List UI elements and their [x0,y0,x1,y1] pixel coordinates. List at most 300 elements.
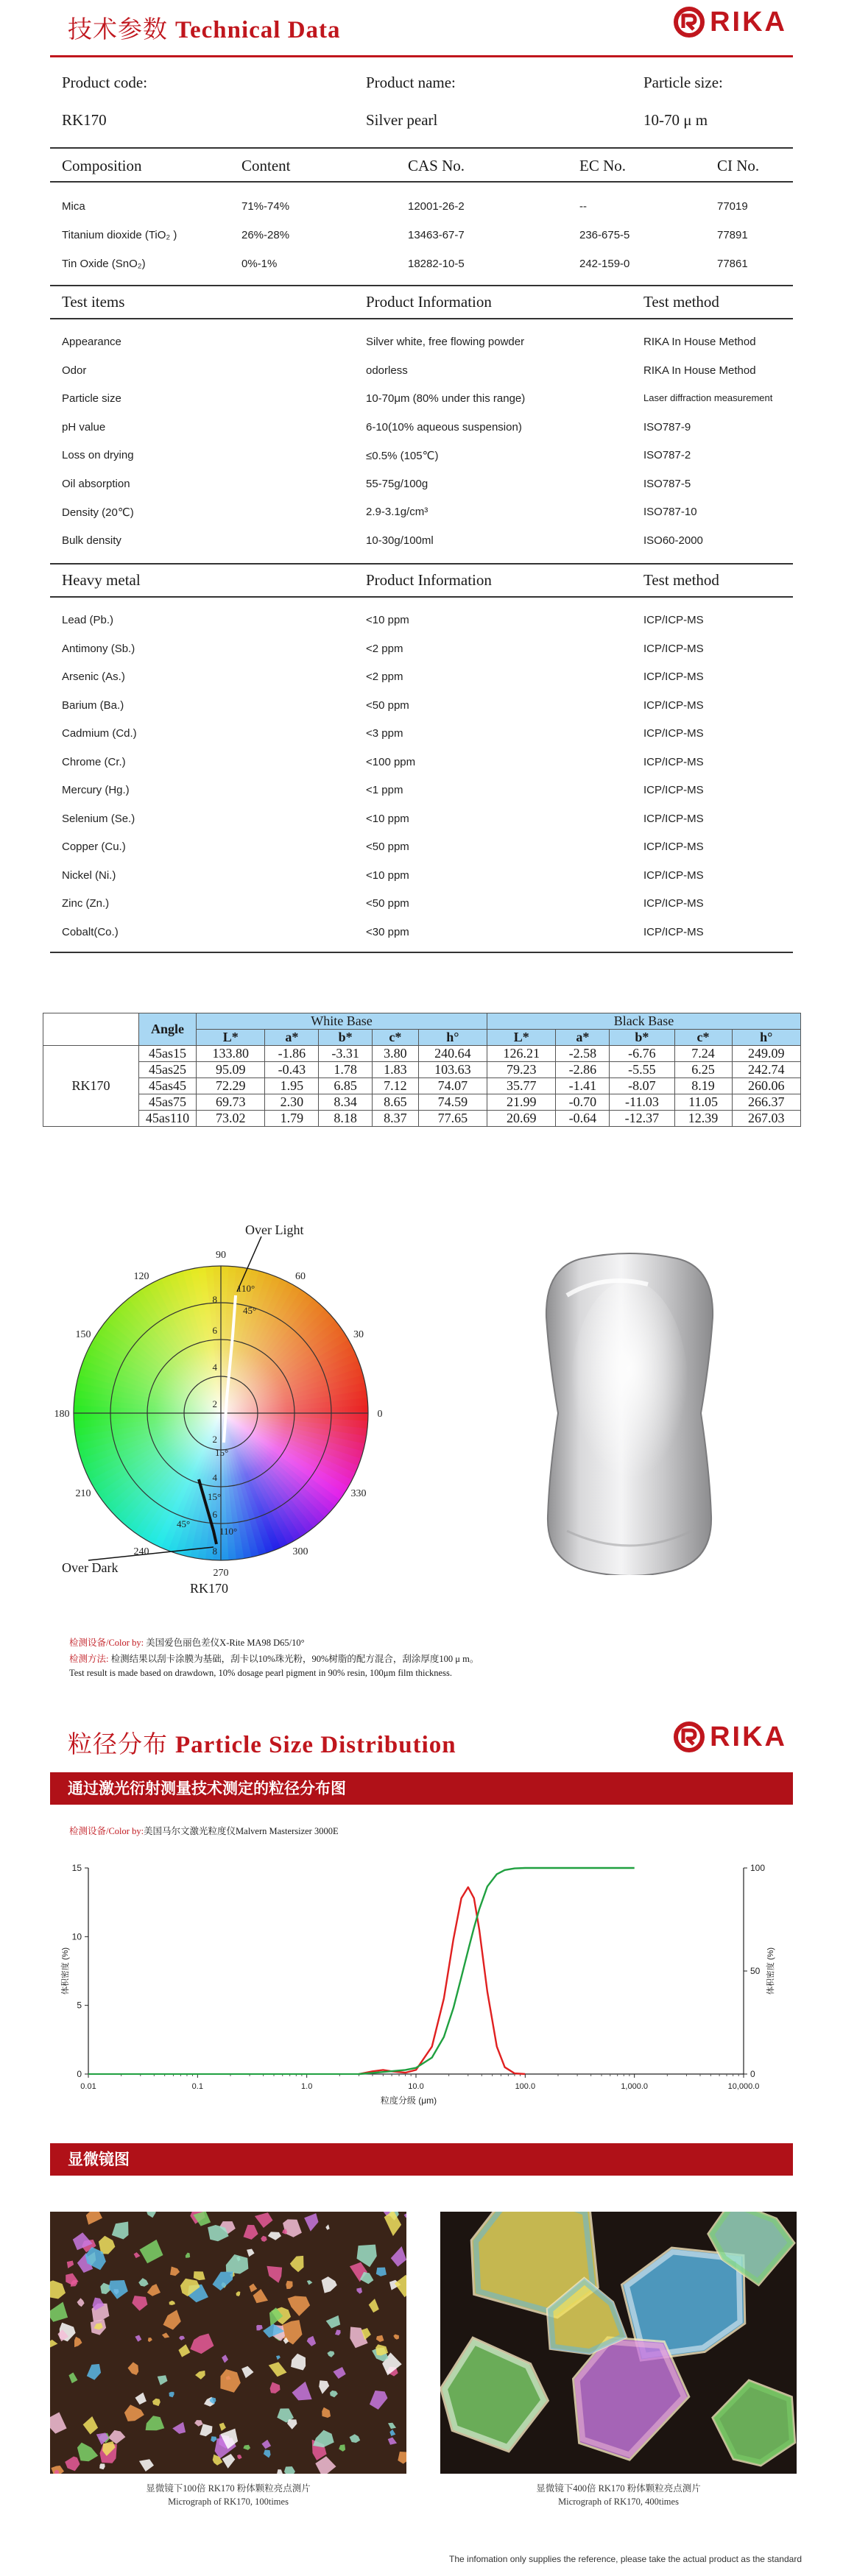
test-cell: ISO787-5 [643,477,691,490]
heavy-metal-cell: Antimony (Sb.) [62,642,135,655]
test-cell: odorless [366,364,408,377]
particle-flake [146,2416,165,2430]
particle-flake [86,2212,102,2225]
y2-tick-label: 50 [750,1966,761,1976]
particle-flake [135,2393,147,2405]
particle-flake [112,2222,129,2240]
color-cell: 45as110 [139,1111,197,1127]
heavy-metal-cell: ICP/ICP-MS [643,670,704,683]
particle-flake [67,2261,74,2269]
particle-flake [307,2336,317,2346]
color-cell: 45as45 [139,1078,197,1094]
divider [50,596,793,598]
particle-flake [326,2315,341,2329]
color-cell: 35.77 [487,1078,556,1094]
y-tick-label: 0 [77,2069,82,2079]
particle-flake [288,2296,311,2316]
section1-header [0,0,843,57]
color-cell: 20.69 [487,1111,556,1127]
heavy-metal-cell: ICP/ICP-MS [643,698,704,712]
particle-flake [135,2335,141,2342]
color-cell: 73.02 [197,1111,265,1127]
wheel-ring-label: 8 [212,1546,217,1557]
wheel-ring-label: 4 [212,1472,217,1483]
heavy-metal-cell: Selenium (Se.) [62,812,135,825]
particle-flake [77,2298,85,2307]
particle-flake [322,2276,337,2293]
light-angle-label: 110° [237,1283,255,1294]
particle-flake [77,2443,98,2462]
color-cell: 45as25 [139,1062,197,1078]
over-light-label: Over Light [245,1222,304,1237]
table-row [43,1046,801,1062]
particle-flake [319,2380,329,2393]
color-cell: 74.07 [418,1078,487,1094]
color-cell: 126.21 [487,1046,556,1062]
particle-flake [270,2382,281,2393]
wheel-ring-label: 2 [212,1398,217,1409]
rika-logo: RIKA [673,6,787,38]
particle-flake [253,2289,268,2303]
test-cell: Loss on drying [62,449,134,461]
color-cell: 8.37 [373,1111,419,1127]
rika-logo-icon [673,1721,705,1753]
x-tick-label: 1.0 [301,2082,313,2091]
particle-flake [261,2236,267,2242]
particle-flake [247,2249,255,2257]
y-tick-label: 5 [77,2000,82,2011]
color-cell: 8.34 [319,1094,373,1111]
wheel-angle-label: 300 [292,1546,308,1558]
particle-flake [170,2267,180,2276]
particle-flake [307,2280,313,2285]
heavy-metal-cell: <2 ppm [366,642,403,655]
x-tick-label: 10,000.0 [727,2082,760,2091]
dark-angle-label: 110° [219,1526,238,1537]
particle-flake [139,2459,154,2471]
heavy-metal-cell: <100 ppm [366,755,416,768]
y-axis-label: 体积密度 (%) [61,1947,70,1995]
particle-flake [179,2336,185,2340]
particle-flake [50,2302,68,2322]
particle-size: 10-70 μ m [643,111,708,129]
particle-flake [68,2372,77,2383]
particle-flake [50,2340,57,2348]
particle-flake [186,2253,190,2258]
wheel-ring-label: 2 [212,1434,217,1445]
color-col-header: b* [610,1030,674,1046]
heavy-metal-cell: <10 ppm [366,812,409,825]
color-cell: -0.64 [556,1111,610,1127]
particle-flake [264,2450,271,2458]
heavy-metal-cell: <3 ppm [366,727,403,740]
wheel-ring-label: 4 [212,1362,217,1373]
table-row [43,1062,801,1078]
particle-flake [134,2252,141,2258]
color-col-header: a* [265,1030,319,1046]
heavy-metal-cell: Lead (Pb.) [62,614,114,626]
heavy-metal-cell: Nickel (Ni.) [62,868,116,882]
test-cell: ISO60-2000 [643,534,703,547]
table-row [43,1111,801,1127]
color-cell: 69.73 [197,1094,265,1111]
heavy-metal-cell: ICP/ICP-MS [643,784,704,796]
composition-cell: Titanium dioxide (TiO₂ ) [62,229,177,241]
particle-flake [109,2280,128,2299]
wheel-ring-label: 6 [212,1509,217,1520]
particle-flake [393,2335,399,2340]
light-angle-label: 15° [215,1447,229,1458]
particle-flake [292,2382,312,2401]
particle-flake [222,2354,228,2363]
color-col-header: b* [319,1030,373,1046]
composition-cell: -- [579,200,587,213]
particle-flake [147,2284,161,2296]
micrograph-400x [440,2212,797,2474]
particle-flake [376,2268,387,2276]
color-cell: 103.63 [418,1062,487,1078]
particle-flake [287,2419,297,2430]
wheel-angle-label: 0 [377,1409,383,1420]
heavy-metal-cell: <30 ppm [366,925,409,938]
color-cell: 72.29 [197,1078,265,1094]
heavy-metal-cell: ICP/ICP-MS [643,642,704,655]
color-cell: -5.55 [610,1062,674,1078]
color-cell: 95.09 [197,1062,265,1078]
particle-flake [146,2212,156,2218]
color-cell: 21.99 [487,1094,556,1111]
particle-flake [74,2337,82,2347]
test-cell: 55-75g/100g [366,477,428,490]
test-cell: pH value [62,420,106,434]
color-cell: 260.06 [732,1078,800,1094]
particle-flake [219,2423,226,2431]
x-axis-label: 粒度分级 (μm) [380,2095,437,2106]
test-items-header: Test items [62,293,125,311]
divider [50,181,793,183]
heavy-metal-cell: <50 ppm [366,897,409,910]
composition-cell: 77019 [717,200,748,213]
heavy-metal-cell: ICP/ICP-MS [643,841,704,853]
color-cell: 249.09 [732,1046,800,1062]
particle-flake [286,2281,292,2289]
color-cell: 6.25 [674,1062,732,1078]
color-wheel-chart [29,1222,412,1604]
color-cell: 7.24 [674,1046,732,1062]
color-cell: -2.86 [556,1062,610,1078]
test-cell: 10-30g/100ml [366,534,434,547]
heavy-metal-cell: ICP/ICP-MS [643,727,704,740]
test-cell: RIKA In House Method [643,336,756,348]
color-cell: 8.19 [674,1078,732,1094]
particle-flake [236,2291,241,2296]
header-rule [50,55,793,57]
color-cell: -3.31 [319,1046,373,1062]
color-cell: 133.80 [197,1046,265,1062]
dark-angle-label: 45° [177,1518,191,1529]
test-cell: Silver white, free flowing powder [366,336,525,348]
particle-flake [384,2212,401,2236]
particle-flake [333,2367,345,2379]
heavy-metal-cell: Copper (Cu.) [62,841,126,853]
section2-title: 粒径分布 Particle Size Distribution [68,1732,456,1758]
light-angle-label: 45° [243,1305,257,1316]
particle-flake [330,2391,338,2397]
composition-cell: 71%-74% [241,200,290,213]
particle-flake [194,2271,205,2280]
particle-flake [169,2301,175,2305]
composition-cell: Mica [62,200,85,213]
test-cell: 6-10(10% aqueous suspension) [366,420,522,434]
wheel-angle-label: 120 [133,1270,149,1282]
particle-flake [370,2391,388,2410]
heavy-metal-cell: ICP/ICP-MS [643,614,704,626]
particle-flake [350,2434,361,2443]
heavy-metal-cell: <50 ppm [366,698,409,712]
caption-100x: 显微镜下100倍 RK170 粉体颗粒亮点测片 Micrograph of RK170, 100times [146,2483,311,2507]
particle-flake [213,2271,233,2290]
color-cell: -0.70 [556,1094,610,1111]
color-cell: 1.95 [265,1078,319,1094]
particle-flake [391,2246,406,2267]
color-cell: 77.65 [418,1111,487,1127]
divider [50,285,793,286]
particle-flake [284,2466,295,2474]
color-col-header: h° [732,1030,800,1046]
section2-header [0,1715,843,1772]
heavy-metal-cell: Barium (Ba.) [62,698,124,712]
color-col-header: L* [487,1030,556,1046]
particle-flake [200,2424,212,2436]
wheel-angle-label: 240 [133,1546,149,1558]
x-tick-label: 1,000.0 [621,2082,649,2091]
laser-banner: 通过激光衍射测量技术测定的粒径分布图 [50,1772,793,1805]
heavy-metal-cell: <1 ppm [366,784,403,796]
particle-flake [339,2444,345,2452]
particle-flake [388,2423,396,2429]
particle-flake [335,2329,341,2335]
particle-flake [244,2225,258,2240]
particle-flake [268,2232,281,2240]
color-cell: 266.37 [732,1094,800,1111]
wheel-angle-label: 60 [295,1270,306,1282]
particle-flake [243,2445,250,2450]
composition-cell: 18282-10-5 [408,258,465,270]
divider [50,952,793,953]
composition-cell: 77891 [717,229,748,241]
particle-flake [172,2422,186,2434]
color-cell: -2.58 [556,1046,610,1062]
wheel-angle-label: 330 [350,1488,367,1499]
color-product-cell: RK170 [43,1046,139,1127]
page-title: 技术参数 Technical Data [68,17,341,43]
particle-flake [267,2266,282,2283]
heavy-info-header: Product Information [366,571,492,589]
composition-cell: 26%-28% [241,229,290,241]
color-cell: 74.59 [418,1094,487,1111]
angle-header: Angle [139,1013,197,1046]
test-cell: ISO787-2 [643,449,691,461]
particle-flake [276,2355,281,2360]
particle-flake [158,2375,168,2385]
heavy-metal-cell: <2 ppm [366,670,403,683]
composition-cell: 77861 [717,258,748,270]
black-base-header: Black Base [487,1013,801,1030]
color-cell: 45as75 [139,1094,197,1111]
divider [50,147,793,149]
wheel-angle-label: 30 [353,1329,364,1340]
color-cell: 240.64 [418,1046,487,1062]
particle-flake [241,2366,253,2378]
particle-flake [369,2299,379,2313]
color-data-table [43,1013,801,1127]
y-tick-label: 15 [71,1863,82,1873]
method-note: 检测方法: 检测结果以刮卡涂膜为基础，刮卡以10%珠光粉，90%树脂的配方混合，刮涂厚度100 μ m。 [69,1654,479,1664]
particle-flake [255,2212,273,2228]
particle-flake [291,2354,306,2371]
y2-tick-label: 100 [750,1863,766,1873]
particle-flake [389,2430,395,2436]
color-cell: 1.78 [319,1062,373,1078]
color-cell: -1.41 [556,1078,610,1094]
particle-flake [304,2213,318,2232]
over-dark-label: Over Dark [62,1560,119,1575]
heavy-metal-cell: ICP/ICP-MS [643,812,704,825]
particle-flake [162,2332,169,2338]
color-cell: 8.65 [373,1094,419,1111]
test-cell: Oil absorption [62,477,130,490]
test-cell: ISO787-9 [643,420,691,434]
product-name-label: Product name: [366,74,456,91]
particle-flake [87,2364,101,2380]
particle-flake [220,2369,240,2393]
test-method-header: Test method [643,293,719,311]
rika-logo-icon [673,6,705,38]
psd-by-note: 检测设备/Color by:美国马尔文激光粒度仪Malvern Mastersizer 3000E [69,1826,339,1836]
content-header: Content [241,157,291,174]
heavy-metal-cell: <10 ppm [366,614,409,626]
micrograph-100x [50,2212,406,2474]
particle-flake [132,2296,147,2311]
divider [50,563,793,565]
particle-flake [124,2405,144,2421]
particle-flake [190,2334,214,2354]
test-cell: ≤0.5% (105℃) [366,450,439,462]
color-cell: 8.18 [319,1111,373,1127]
test-cell: Odor [62,364,87,377]
dark-angle-label: 15° [208,1491,222,1502]
heavy-metal-header: Heavy metal [62,571,141,589]
particle-flake [325,2224,329,2230]
caption-400x: 显微镜下400倍 RK170 粉体颗粒亮点测片 Micrograph of RK170, 400times [536,2483,701,2507]
y2-axis-label: 体积密度 (%) [766,1947,775,1995]
composition-cell: 13463-67-7 [408,229,465,241]
heavy-metal-cell: <10 ppm [366,868,409,882]
particle-flake [376,2335,384,2342]
particle-flake [356,2287,362,2293]
particle-flake [222,2454,236,2469]
wheel-ring-label: 8 [212,1294,217,1305]
particle-flake [277,2469,283,2474]
heavy-metal-cell: ICP/ICP-MS [643,868,704,882]
color-cell: 12.39 [674,1111,732,1127]
divider [50,318,793,319]
particle-flake [313,2430,334,2448]
color-cell: 1.83 [373,1062,419,1078]
test-cell: Laser diffraction measurement [643,392,773,403]
particle-flake [261,2440,271,2449]
wheel-angle-label: 210 [75,1488,91,1499]
composition-cell: 0%-1% [241,258,278,270]
heavy-metal-cell: Arsenic (As.) [62,670,125,683]
white-base-header: White Base [197,1013,487,1030]
y-tick-label: 10 [71,1931,82,1942]
cas-header: CAS No. [408,157,465,174]
color-cell: -0.43 [265,1062,319,1078]
psd-series-line [359,1887,525,2074]
wheel-ring-label: 6 [212,1325,217,1336]
micro-banner: 显微镜图 [50,2143,793,2176]
color-cell: -8.07 [610,1078,674,1094]
particle-flake [211,2436,217,2442]
heavy-method-header: Test method [643,571,719,589]
particle-flake [388,2438,397,2445]
composition-cell: Tin Oxide (SnO₂) [62,258,146,270]
particle-flake [169,2392,174,2397]
color-cell: 11.05 [674,1094,732,1111]
particle-size-label: Particle size: [643,74,723,91]
composition-cell: 12001-26-2 [408,200,465,213]
particle-flake [237,2455,242,2459]
color-cell: 3.80 [373,1046,419,1062]
particle-flake [50,2280,66,2299]
method-note-en: Test result is made based on drawdown, 10% dosage pearl pigment in 90% resin, 100μm film thickness. [69,1668,452,1678]
particle-flake [441,2338,549,2452]
particle-flake [327,2351,334,2357]
color-col-header: c* [373,1030,419,1046]
particle-flake [65,2457,80,2471]
particle-flake [50,2412,67,2433]
particle-flake [140,2240,163,2263]
y2-tick-label: 0 [750,2069,755,2079]
color-col-header: L* [197,1030,265,1046]
x-tick-label: 100.0 [515,2082,536,2091]
particle-flake [322,2407,331,2418]
particle-flake [178,2344,190,2357]
color-cell: 7.12 [373,1078,419,1094]
test-cell: RIKA In House Method [643,364,756,377]
particle-flake [713,2380,795,2466]
wheel-angle-label: 270 [213,1568,229,1579]
table-row [43,1078,801,1094]
heavy-metal-cell: Zinc (Zn.) [62,897,110,910]
color-cell: -12.37 [610,1111,674,1127]
test-cell: ISO787-10 [643,506,697,518]
test-cell: Density (20℃) [62,506,134,519]
particle-flake [163,2310,181,2329]
wheel-angle-label: 150 [75,1329,91,1340]
x-tick-label: 10.0 [408,2082,424,2091]
ci-header: CI No. [717,157,760,174]
ec-header: EC No. [579,157,626,174]
particle-flake [148,2338,152,2342]
color-cell: 45as15 [139,1046,197,1062]
heavy-metal-cell: Mercury (Hg.) [62,784,130,796]
particle-flake [195,2371,205,2379]
particle-flake [100,2283,110,2294]
color-col-header: a* [556,1030,610,1046]
heavy-metal-cell: Chrome (Cr.) [62,755,126,768]
